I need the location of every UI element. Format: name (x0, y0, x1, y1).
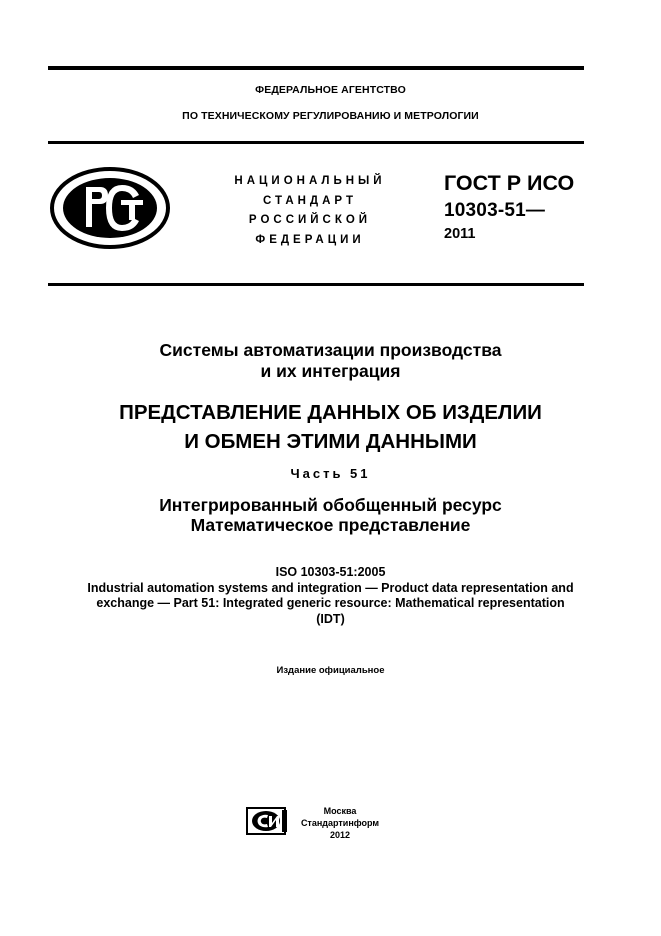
part-title-line-1: Интегрированный обобщенный ресурс (159, 495, 502, 515)
iso-number: ISO 10303-51:2005 (275, 565, 386, 579)
publisher-block (296, 805, 384, 841)
publisher-city: Москва (323, 806, 357, 816)
agency-line-2: ПО ТЕХНИЧЕСКОМУ РЕГУЛИРОВАНИЮ И МЕТРОЛОГИИ (182, 110, 479, 122)
header-rule (48, 141, 584, 144)
designation-line-3: 2011 (444, 226, 476, 242)
standard-type-line-1: НАЦИОНАЛЬНЫЙ (234, 175, 386, 187)
iso-reference (0, 565, 661, 627)
series-title (0, 340, 661, 382)
standartinform-logo-icon (246, 807, 288, 836)
standard-type-line-3: РОССИЙСКОЙ (248, 214, 372, 226)
standard-designation (444, 170, 574, 244)
designation-line-2: 10303-51— (444, 200, 546, 221)
standard-type (200, 172, 420, 250)
designation-line-1: ГОСТ Р ИСО (444, 171, 575, 195)
part-title-line-2: Математическое представление (190, 515, 471, 535)
series-title-line-1: Системы автоматизации производства (159, 340, 502, 360)
main-title (0, 398, 661, 456)
iso-title-line-3: (IDT) (316, 611, 345, 626)
top-rule (48, 66, 584, 70)
main-title-line-1: ПРЕДСТАВЛЕНИЕ ДАННЫХ ОБ ИЗДЕЛИИ (119, 401, 542, 424)
part-number: Часть 51 (290, 466, 371, 481)
iso-title-line-2: exchange — Part 51: Integrated generic resource: Mathematical representation (96, 596, 565, 610)
agency-line-1: ФЕДЕРАЛЬНОЕ АГЕНТСТВО (255, 84, 406, 96)
series-title-line-2: и их интеграция (260, 361, 401, 381)
iso-title-line-1: Industrial automation systems and integration — Product data representation and (87, 580, 574, 595)
standard-type-line-4: ФЕДЕРАЦИИ (255, 233, 365, 246)
designation-rule (48, 283, 584, 286)
part-title (0, 495, 661, 535)
edition-label: Издание официальное (276, 665, 385, 676)
main-title-line-2: И ОБМЕН ЭТИМИ ДАННЫМИ (184, 430, 477, 453)
rst-emblem-icon (48, 165, 172, 251)
publisher-year: 2012 (329, 830, 351, 840)
standard-type-line-2: СТАНДАРТ (263, 194, 357, 207)
publisher-name: Стандартинформ (300, 818, 380, 828)
